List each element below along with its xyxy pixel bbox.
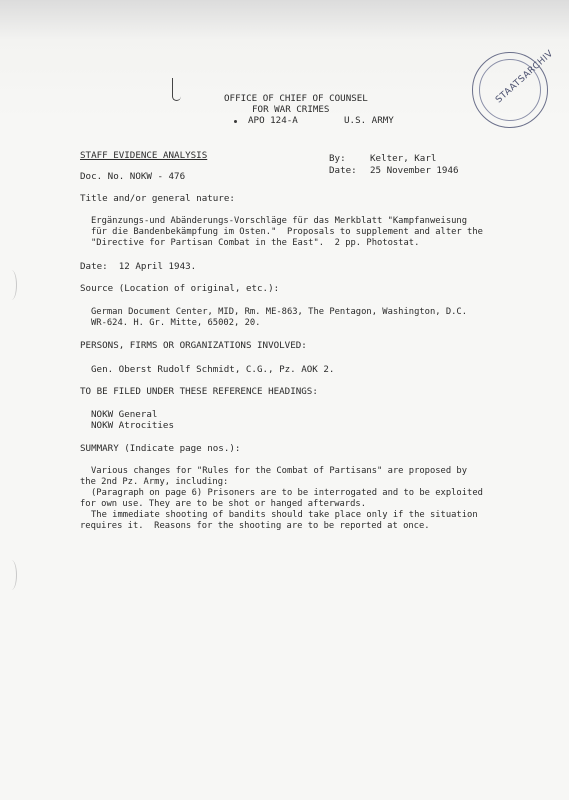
- header-war-crimes: FOR WAR CRIMES: [252, 104, 330, 115]
- summary-line: the 2nd Pz. Army, including:: [80, 477, 229, 487]
- summary-line: requires it. Reasons for the shooting are to be reported at once.: [80, 521, 430, 531]
- doc-number: Doc. No. NOKW - 476: [80, 171, 186, 182]
- analysis-title: STAFF EVIDENCE ANALYSIS: [80, 150, 208, 161]
- punch-hole: [6, 560, 17, 590]
- header-army: U.S. ARMY: [344, 115, 394, 126]
- header-apo: APO 124-A: [248, 115, 298, 126]
- bullet-dot: [234, 120, 237, 123]
- persons-heading: PERSONS, FIRMS OR ORGANIZATIONS INVOLVED:: [80, 340, 307, 351]
- handwritten-mark: [172, 78, 181, 101]
- source-line: WR-624. H. Gr. Mitte, 65002, 20.: [91, 318, 261, 328]
- source-heading: Source (Location of original, etc.):: [80, 283, 280, 294]
- archive-stamp-text: STAATSARCHIV: [494, 48, 556, 106]
- nature-heading: Title and/or general nature:: [80, 193, 235, 204]
- by-value: Kelter, Karl: [370, 153, 437, 164]
- summary-line: (Paragraph on page 6) Prisoners are to be interrogated and to be exploited: [91, 488, 483, 498]
- summary-line: for own use. They are to be shot or hanged afterwards.: [80, 499, 366, 509]
- date-value: 25 November 1946: [370, 165, 459, 176]
- summary-line: The immediate shooting of bandits should take place only if the situation: [91, 510, 478, 520]
- document-date: Date: 12 April 1943.: [80, 261, 197, 272]
- source-line: German Document Center, MID, Rm. ME-863, The Pentagon, Washington, D.C.: [91, 307, 468, 317]
- nature-line: für die Bandenbekämpfung im Osten." Proposals to supplement and alter the: [91, 227, 483, 237]
- by-label: By:: [329, 153, 346, 164]
- persons-line: Gen. Oberst Rudolf Schmidt, C.G., Pz. AOK 2.: [91, 364, 335, 375]
- nature-line: Ergänzungs-und Abänderungs-Vorschläge für das Merkblatt "Kampfanweisung: [91, 216, 468, 226]
- date-label: Date:: [329, 165, 357, 176]
- nature-line: "Directive for Partisan Combat in the East". 2 pp. Photostat.: [91, 238, 420, 248]
- summary-line: Various changes for "Rules for the Combat of Partisans" are proposed by: [91, 466, 468, 476]
- filed-heading: TO BE FILED UNDER THESE REFERENCE HEADINGS:: [80, 386, 318, 397]
- header-office: OFFICE OF CHIEF OF COUNSEL: [224, 93, 368, 104]
- filed-item: NOKW General: [91, 409, 158, 420]
- summary-heading: SUMMARY (Indicate page nos.):: [80, 443, 241, 454]
- punch-hole: [6, 270, 17, 300]
- filed-item: NOKW Atrocities: [91, 420, 174, 431]
